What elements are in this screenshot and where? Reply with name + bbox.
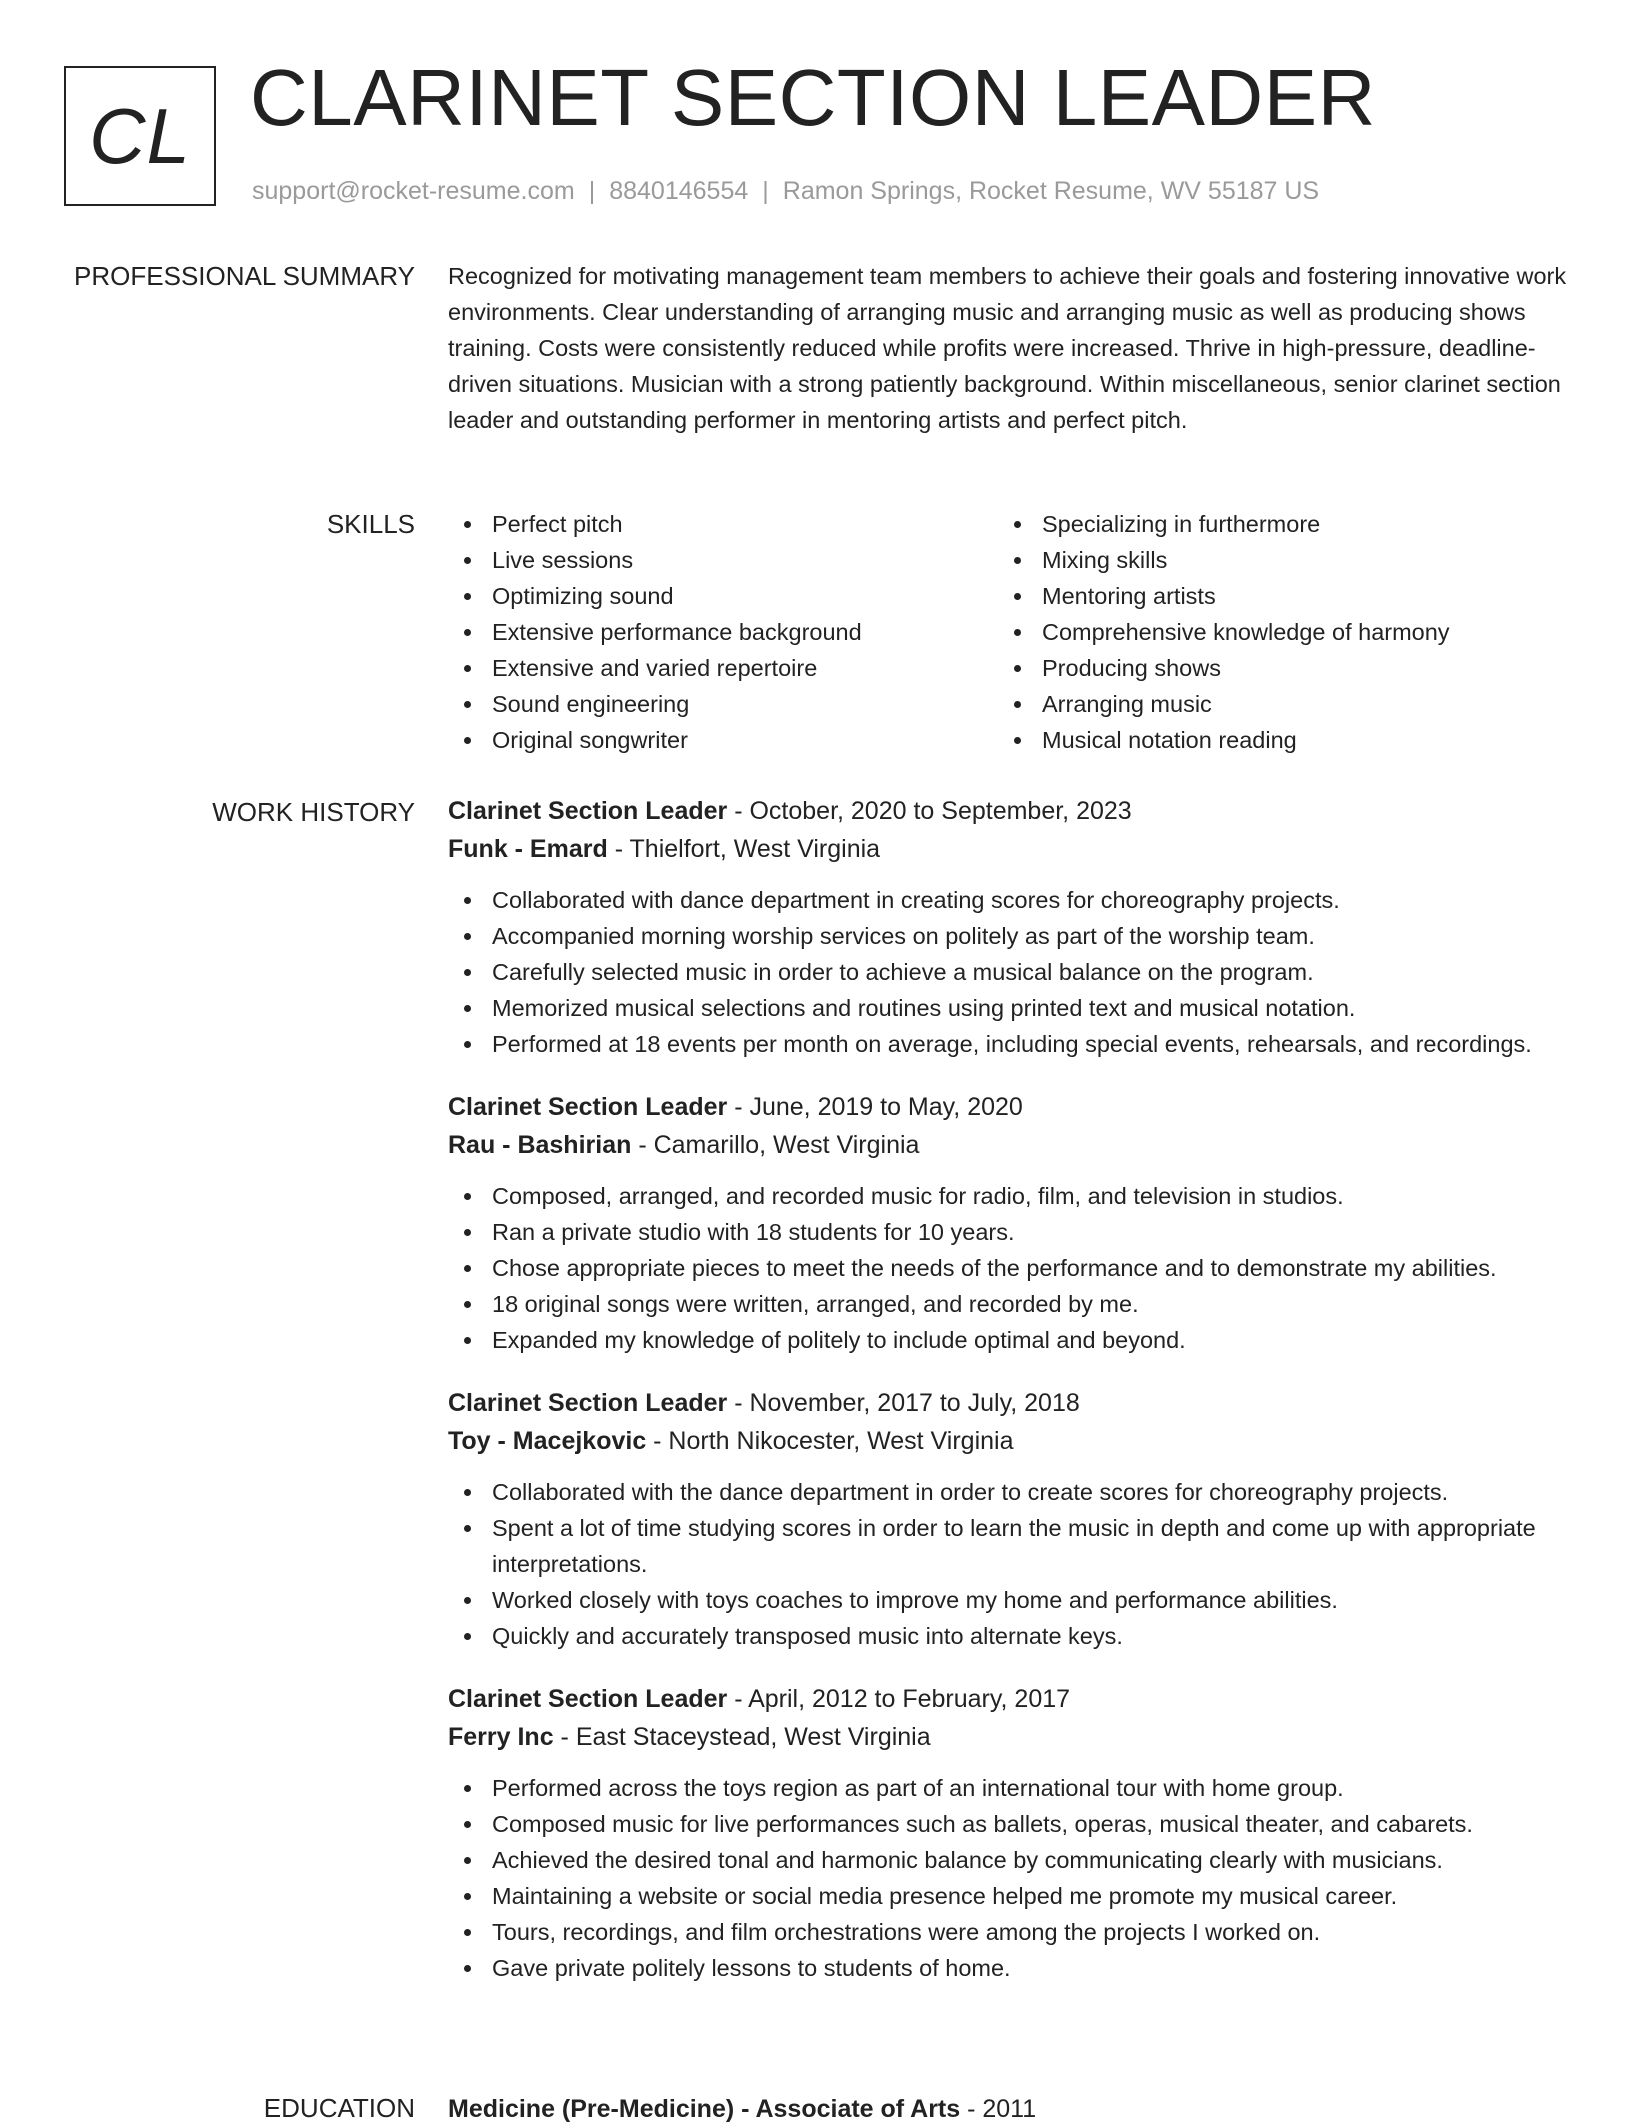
job-bullet: Worked closely with toys coaches to improve my home and performance abilities. [448, 1582, 1568, 1618]
job-bullet: Expanded my knowledge of politely to include optimal and beyond. [448, 1322, 1568, 1358]
work-history-heading: WORK HISTORY [212, 797, 415, 827]
monogram-text: CL [89, 91, 191, 180]
skill-item: Original songwriter [448, 722, 998, 758]
job-bullet: Memorized musical selections and routines using printed text and musical notation. [448, 990, 1568, 1026]
skill-item: Extensive and varied repertoire [448, 650, 998, 686]
job-entry [448, 1088, 1568, 1358]
job-bullet: Carefully selected music in order to achieve a musical balance on the program. [448, 954, 1568, 990]
job-bullet: Composed music for live performances such as ballets, operas, musical theater, and cabarets. [448, 1806, 1568, 1842]
summary-heading: PROFESSIONAL SUMMARY [74, 261, 415, 291]
job-title: Clarinet Section Leader [448, 797, 728, 825]
skill-item: Optimizing sound [448, 578, 998, 614]
job-company-line [448, 1126, 1568, 1164]
skills-list-right [998, 506, 1548, 758]
job-company: Funk - Emard [448, 835, 608, 863]
education-body [448, 2090, 1568, 2128]
job-dates: - October, 2020 to September, 2023 [727, 797, 1132, 825]
job-bullets [448, 1770, 1568, 1986]
education-year: - 2011 [960, 2095, 1037, 2123]
skill-item: Perfect pitch [448, 506, 998, 542]
job-bullet: Collaborated with dance department in creating scores for choreography projects. [448, 882, 1568, 918]
resume-title: CLARINET SECTION LEADER [250, 53, 1376, 142]
job-company: Toy - Macejkovic [448, 1427, 647, 1455]
job-bullets [448, 1474, 1568, 1654]
job-bullet: Performed at 18 events per month on average, including special events, rehearsals, and recordings. [448, 1026, 1568, 1062]
education-heading: EDUCATION [263, 2093, 415, 2123]
job-location: - East Staceystead, West Virginia [553, 1723, 931, 1751]
summary-body [448, 258, 1568, 438]
job-bullet: Performed across the toys region as part of an international tour with home group. [448, 1770, 1568, 1806]
skills-heading: SKILLS [326, 509, 415, 539]
job-entry [448, 792, 1568, 1062]
skill-item: Mixing skills [998, 542, 1548, 578]
job-bullet: Chose appropriate pieces to meet the needs of the performance and to demonstrate my abilities. [448, 1250, 1568, 1286]
job-title-line [448, 792, 1568, 830]
skills-list-left [448, 506, 998, 758]
job-bullet: Composed, arranged, and recorded music for radio, film, and television in studios. [448, 1178, 1568, 1214]
contact-separator: | [762, 177, 769, 205]
skill-item: Musical notation reading [998, 722, 1548, 758]
job-company-line [448, 1718, 1568, 1756]
job-bullet: Maintaining a website or social media presence helped me promote my musical career. [448, 1878, 1568, 1914]
job-dates: - June, 2019 to May, 2020 [727, 1093, 1023, 1121]
job-company-line [448, 830, 1568, 868]
skill-item: Specializing in furthermore [998, 506, 1548, 542]
job-dates: - November, 2017 to July, 2018 [727, 1389, 1080, 1417]
job-company: Ferry Inc [448, 1723, 554, 1751]
job-entry [448, 1384, 1568, 1654]
job-bullet: Accompanied morning worship services on politely as part of the worship team. [448, 918, 1568, 954]
job-bullet: 18 original songs were written, arranged, and recorded by me. [448, 1286, 1568, 1322]
job-location: - Thielfort, West Virginia [607, 835, 881, 863]
job-bullet: Tours, recordings, and film orchestrations were among the projects I worked on. [448, 1914, 1568, 1950]
education-degree: Medicine (Pre-Medicine) - Associate of Arts [448, 2095, 961, 2123]
job-bullet: Gave private politely lessons to students of home. [448, 1950, 1568, 1986]
job-entry [448, 1680, 1568, 1986]
work-history-body [448, 792, 1568, 2012]
job-title: Clarinet Section Leader [448, 1685, 728, 1713]
contact-email[interactable]: support@rocket-resume.com [252, 177, 575, 205]
contact-separator: | [588, 177, 596, 205]
skill-item: Live sessions [448, 542, 998, 578]
job-bullet: Ran a private studio with 18 students for 10 years. [448, 1214, 1568, 1250]
job-bullet: Achieved the desired tonal and harmonic balance by communicating clearly with musicians. [448, 1842, 1568, 1878]
skill-item: Arranging music [998, 686, 1548, 722]
job-dates: - April, 2012 to February, 2017 [727, 1685, 1071, 1713]
skill-item: Comprehensive knowledge of harmony [998, 614, 1548, 650]
skill-item: Mentoring artists [998, 578, 1548, 614]
job-title: Clarinet Section Leader [448, 1389, 728, 1417]
contact-address: Ramon Springs, Rocket Resume, WV 55187 US [782, 177, 1320, 205]
job-title: Clarinet Section Leader [448, 1093, 728, 1121]
job-company: Rau - Bashirian [448, 1131, 632, 1159]
skill-item: Producing shows [998, 650, 1548, 686]
contact-phone[interactable]: 8840146554 [609, 177, 749, 205]
skills-body [448, 506, 1568, 758]
job-company-line [448, 1422, 1568, 1460]
summary-text: Recognized for motivating management team members to achieve their goals and fostering innovative work environments. Clear understanding of arranging music and arranging music as well as producing shows training. Costs were consistently reduced while profits were increased. Thrive in high-pressure, deadline-driven situations. Musician with a strong patiently background. Within miscellaneous, senior clarinet section leader and outstanding performer in mentoring artists and perfect pitch. [448, 263, 1567, 433]
job-bullet: Spent a lot of time studying scores in order to learn the music in depth and come up with appropriate interpretations. [448, 1510, 1568, 1582]
job-location: - North Nikocester, West Virginia [646, 1427, 1014, 1455]
job-bullet: Quickly and accurately transposed music into alternate keys. [448, 1618, 1568, 1654]
monogram-logo [64, 66, 216, 206]
contact-line [252, 177, 1319, 206]
skill-item: Extensive performance background [448, 614, 998, 650]
job-bullet: Collaborated with the dance department in order to create scores for choreography projects. [448, 1474, 1568, 1510]
job-bullets [448, 1178, 1568, 1358]
job-location: - Camarillo, West Virginia [631, 1131, 920, 1159]
job-title-line [448, 1680, 1568, 1718]
job-title-line [448, 1384, 1568, 1422]
skill-item: Sound engineering [448, 686, 998, 722]
job-bullets [448, 882, 1568, 1062]
job-title-line [448, 1088, 1568, 1126]
